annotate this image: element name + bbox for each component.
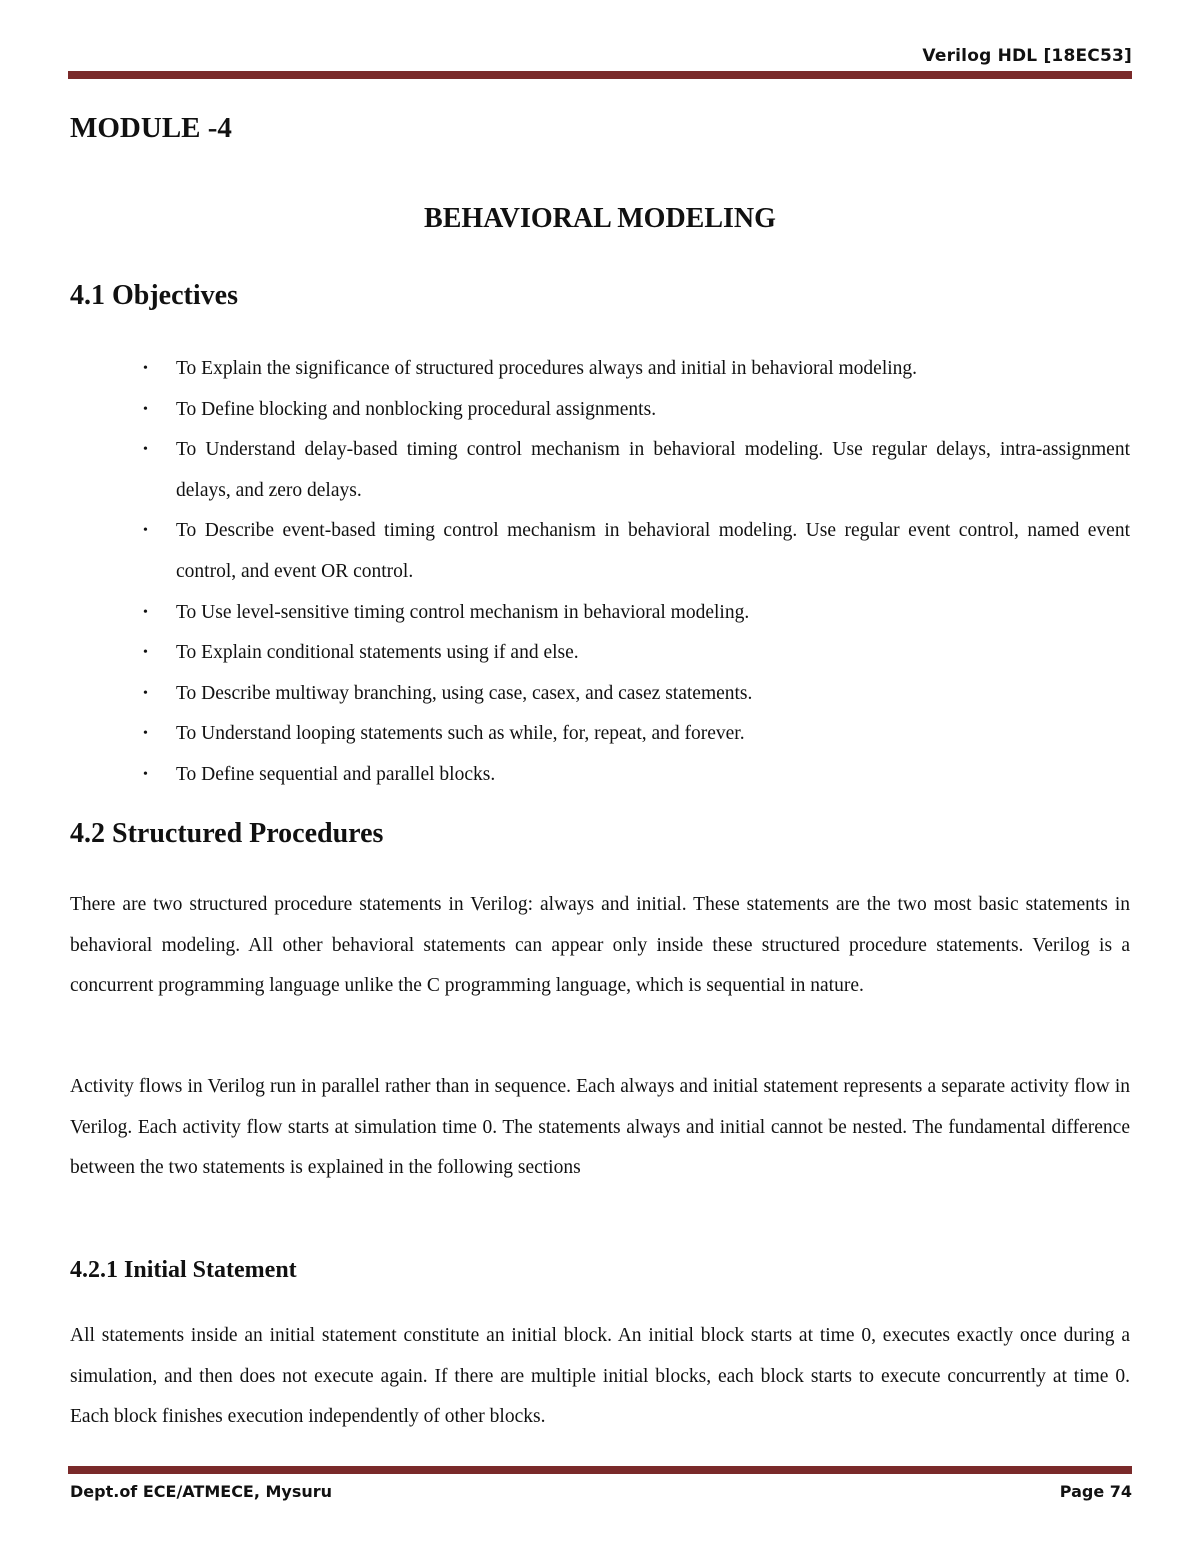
- bullet-icon: •: [143, 685, 148, 701]
- objective-item: • To Describe multiway branching, using case, casex, and casez statements.: [176, 674, 1130, 715]
- structured-procedures-paragraph-2: Activity flows in Verilog run in parallel rather than in sequence. Each always and initial statement represents a separate activity flow in Verilog. Each activity flow starts at simulation time 0. The statements always and initial cannot be nested. The fundamental difference between the two statements is explained in the following sections: [70, 1076, 1130, 1179]
- bullet-icon: •: [143, 766, 148, 782]
- bullet-icon: •: [143, 442, 148, 458]
- objective-item: • To Define blocking and nonblocking procedural assignments.: [176, 390, 1130, 431]
- header-rule: [68, 71, 1132, 79]
- section-4-2-heading: 4.2 Structured Procedures: [70, 818, 384, 849]
- objective-item: • To Understand delay-based timing control mechanism in behavioral modeling. Use regular delays, intra-assignment delays, and zero delays.: [176, 430, 1130, 511]
- objective-item: • To Use level-sensitive timing control mechanism in behavioral modeling.: [176, 593, 1130, 634]
- section-4-2-1-heading: 4.2.1 Initial Statement: [70, 1257, 297, 1283]
- footer-rule: [68, 1466, 1132, 1474]
- bullet-icon: •: [143, 604, 148, 620]
- initial-statement-paragraph: All statements inside an initial statement constitute an initial block. An initial block starts at time 0, executes exactly once during a simulation, and then does not execute again. If there are multiple initial blocks, each block starts to execute concurrently at time 0. Each block finishes execution independently of other blocks.: [70, 1325, 1130, 1428]
- bullet-icon: •: [143, 523, 148, 539]
- objective-item: • To Understand looping statements such as while, for, repeat, and forever.: [176, 714, 1130, 755]
- objective-item: • To Explain the significance of structured procedures always and initial in behavioral modeling.: [176, 349, 1130, 390]
- bullet-icon: •: [143, 401, 148, 417]
- structured-procedures-paragraph-1: There are two structured procedure statements in Verilog: always and initial. These statements are the two most basic statements in behavioral modeling. All other behavioral statements can appear only inside these structured procedure statements. Verilog is a concurrent programming language unlike the C programming language, which is sequential in nature.: [70, 894, 1130, 997]
- chapter-title: BEHAVIORAL MODELING: [424, 203, 776, 234]
- section-4-1-heading: 4.1 Objectives: [70, 280, 238, 311]
- bullet-icon: •: [143, 726, 148, 742]
- running-head: Verilog HDL [18EC53]: [922, 46, 1132, 66]
- footer-department: Dept.of ECE/ATMECE, Mysuru: [70, 1482, 333, 1501]
- bullet-icon: •: [143, 361, 148, 376]
- objective-item: • To Describe event-based timing control mechanism in behavioral modeling. Use regular event control, named event control, and event OR control.: [176, 511, 1130, 592]
- bullet-icon: •: [143, 645, 148, 661]
- objective-item: • To Define sequential and parallel blocks.: [176, 755, 1130, 796]
- objectives-list: [0, 349, 1200, 796]
- module-title: MODULE -4: [70, 112, 232, 144]
- objective-item: • To Explain conditional statements using if and else.: [176, 633, 1130, 674]
- page-number: Page 74: [1059, 1482, 1132, 1501]
